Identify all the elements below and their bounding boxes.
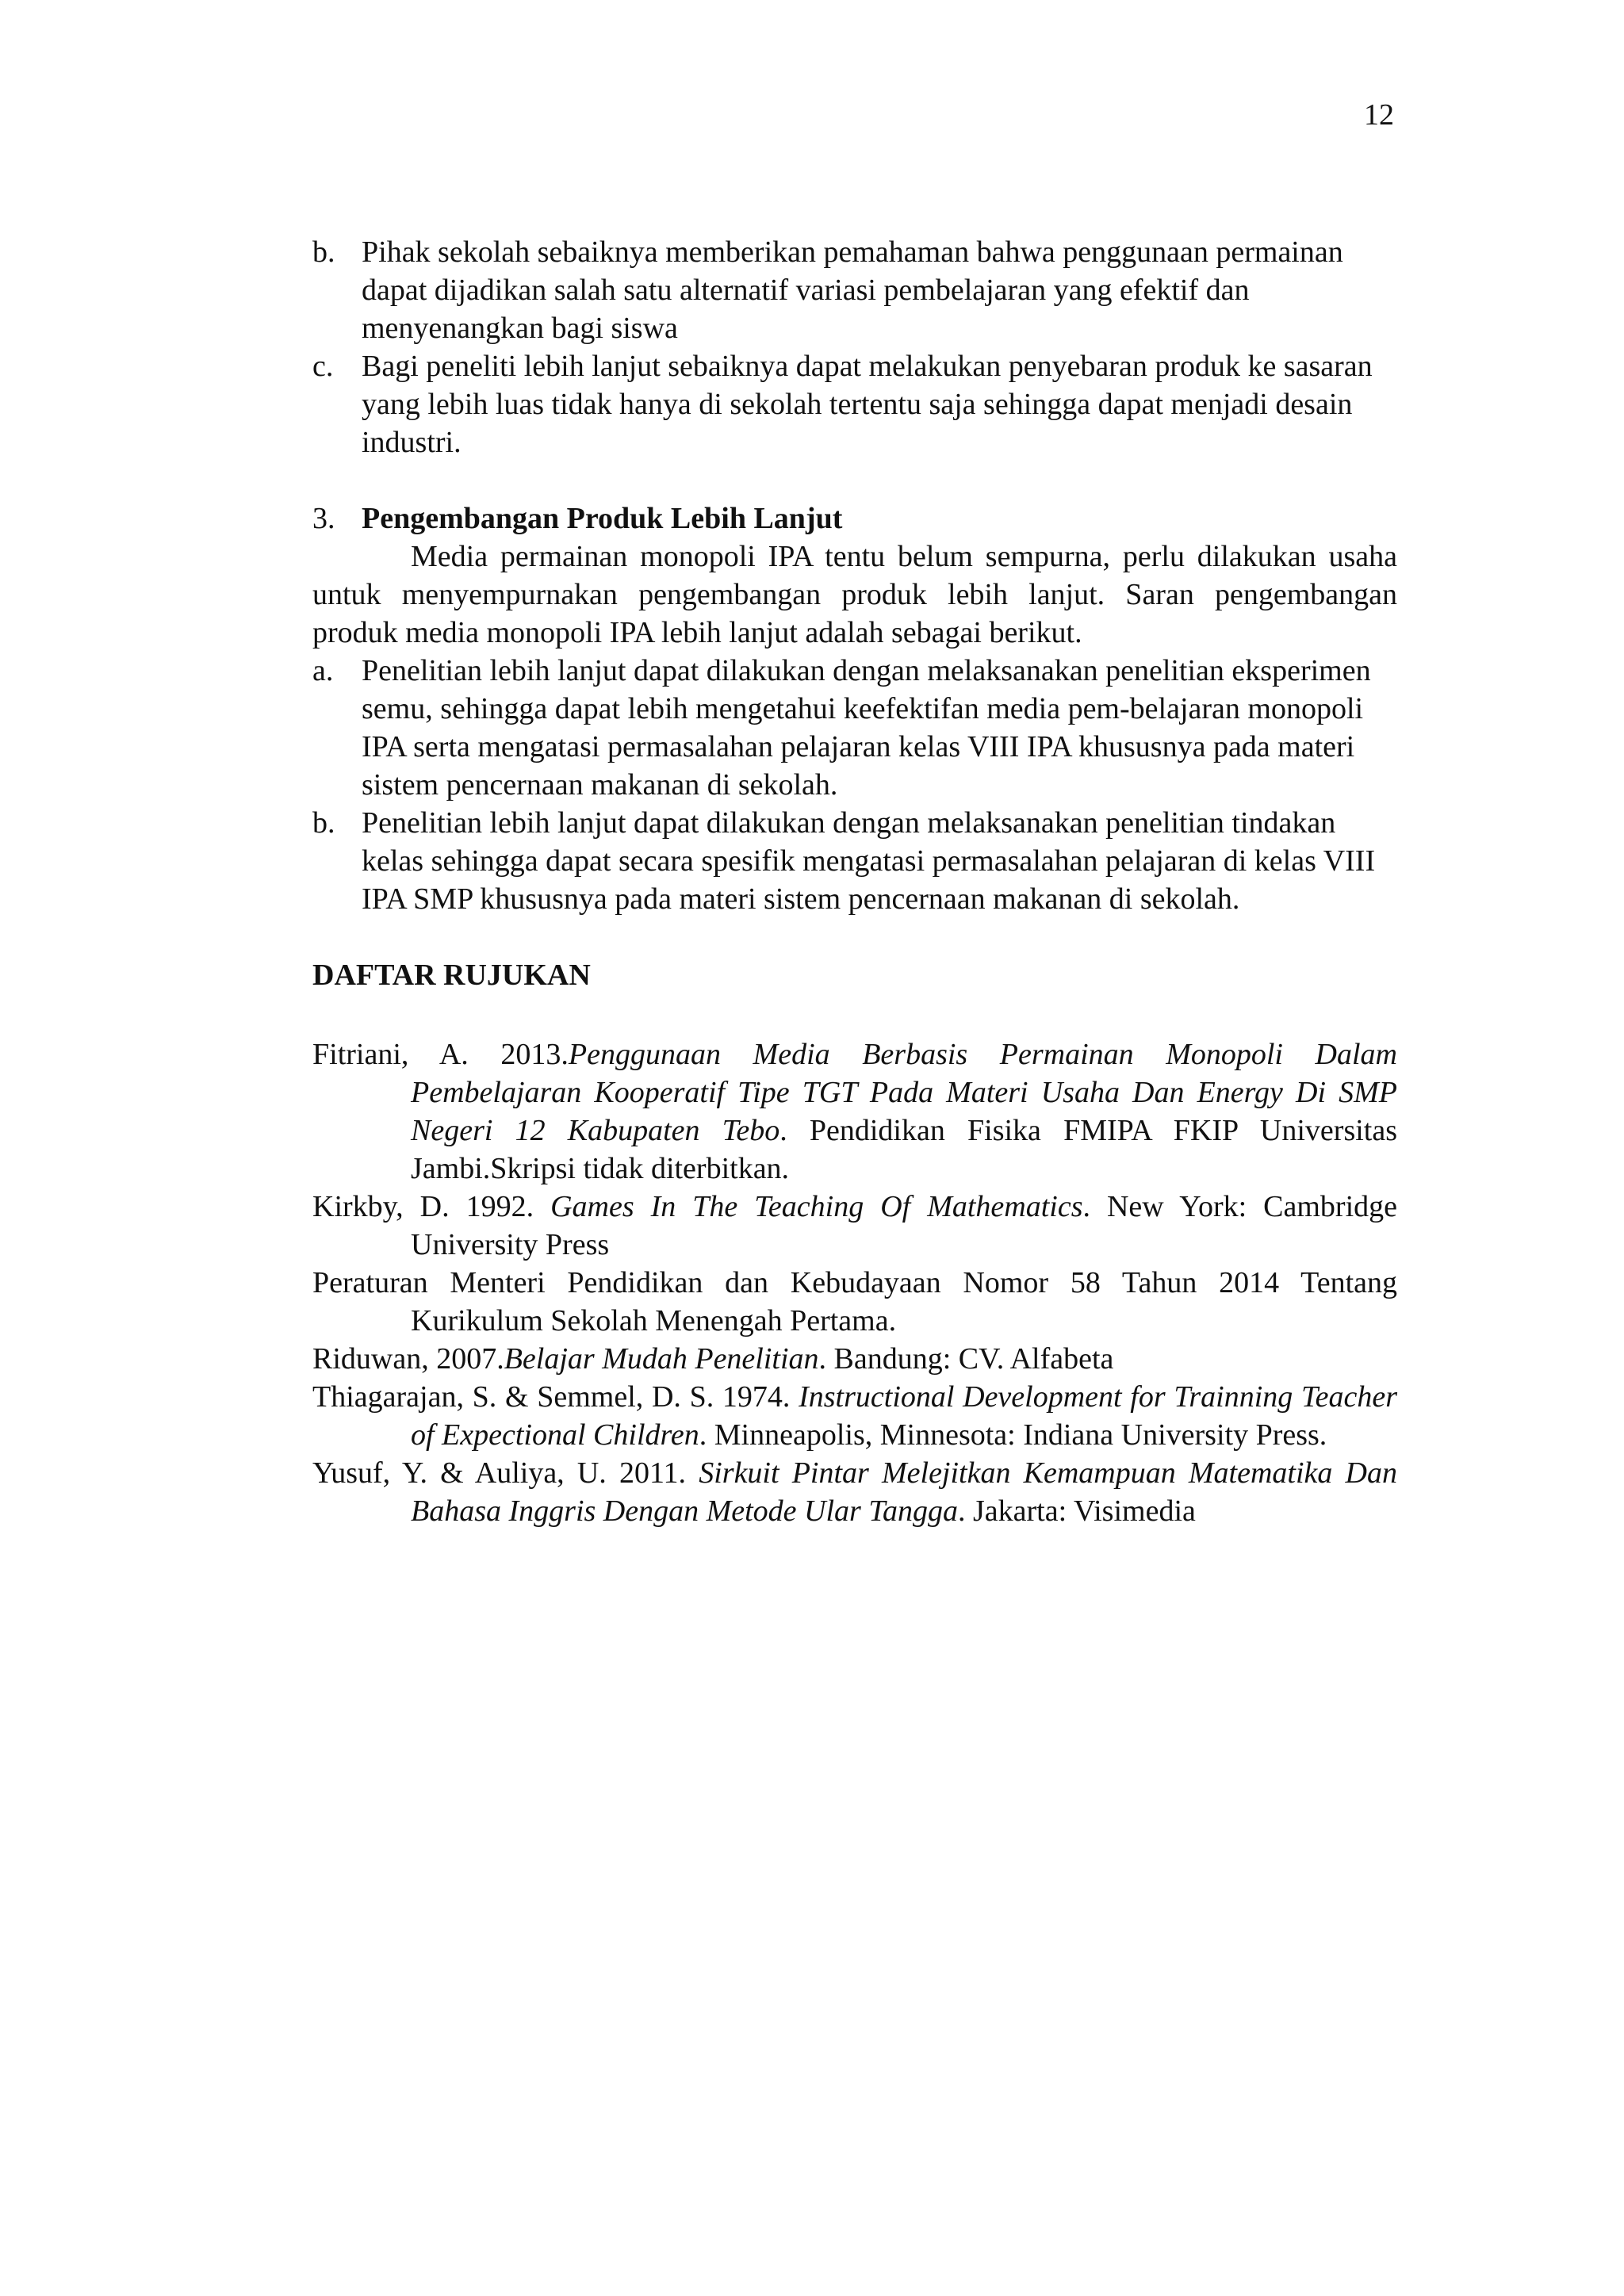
reference-entry xyxy=(312,1264,1397,1340)
section-title: Pengembangan Produk Lebih Lanjut xyxy=(362,502,843,535)
references-heading: DAFTAR RUJUKAN xyxy=(312,959,591,992)
reference-entry xyxy=(312,1378,1397,1454)
list-marker: b. xyxy=(312,235,335,269)
reference-tail: . Jakarta: Visimedia xyxy=(957,1494,1196,1528)
page-content xyxy=(312,233,1397,1530)
reference-entry xyxy=(312,1035,1397,1188)
reference-lead: Fitriani, A. 2013. xyxy=(312,1038,569,1071)
reference-lead: Riduwan, 2007. xyxy=(312,1342,504,1376)
reference-tail: . New York: Cambridge University Press xyxy=(411,1190,1397,1261)
reference-tail: . Bandung: CV. Alfabeta xyxy=(818,1342,1114,1376)
reference-title: Penggunaan Media Berbasis Permainan Monopoli Dalam Pembelajaran Kooperatif Tipe TGT Pada Materi Usaha Dan Energy Di SMP Negeri 12 Kabupaten Tebo xyxy=(411,1038,1398,1147)
reference-title: Games In The Teaching Of Mathematics xyxy=(550,1190,1083,1223)
list-marker: c. xyxy=(312,350,334,383)
section-heading xyxy=(312,499,1397,538)
reference-title: Instructional Development for Trainning Teacher of Expectional Children xyxy=(411,1380,1397,1452)
list-item-a xyxy=(312,652,1397,804)
reference-entry xyxy=(312,1454,1397,1530)
reference-tail: . Pendidikan Fisika FMIPA FKIP Universitas Jambi.Skripsi tidak diterbitkan. xyxy=(411,1114,1397,1185)
reference-lead: Yusuf, Y. & Auliya, U. 2011. xyxy=(312,1456,699,1490)
reference-entry xyxy=(312,1340,1397,1378)
reference-title: Belajar Mudah Penelitian xyxy=(504,1342,819,1376)
list-item-b xyxy=(312,233,1397,347)
list-item-b xyxy=(312,804,1397,918)
list-item-text: Penelitian lebih lanjut dapat dilakukan dengan melaksanakan penelitian eksperimen semu, sehingga dapat lebih mengetahui keefektifan media pem-belajaran monopoli IPA serta mengatasi permasalahan pelajaran kelas VIII IPA khususnya pada materi sistem pencernaan makanan di sekolah. xyxy=(362,654,1371,802)
section-number: 3. xyxy=(312,502,335,535)
reference-entry xyxy=(312,1188,1397,1264)
reference-lead: Kirkby, D. 1992. xyxy=(312,1190,551,1223)
reference-tail: . Minneapolis, Minnesota: Indiana University Press. xyxy=(699,1418,1327,1452)
list-item-text: Pihak sekolah sebaiknya memberikan pemahaman bahwa penggunaan permainan dapat dijadikan salah satu alternatif variasi pembelajaran yang efektif dan menyenangkan bagi siswa xyxy=(362,235,1343,345)
section-paragraph: Media permainan monopoli IPA tentu belum sempurna, perlu dilakukan usaha untuk menyempurnakan pengembangan produk lebih lanjut. Saran pengembangan produk media monopoli IPA lebih lanjut adalah sebagai berikut. xyxy=(312,540,1397,649)
reference-title: Sirkuit Pintar Melejitkan Kemampuan Matematika Dan Bahasa Inggris Dengan Metode Ular Tangga xyxy=(411,1456,1398,1528)
list-marker: b. xyxy=(312,806,335,840)
list-marker: a. xyxy=(312,654,334,687)
page-number: 12 xyxy=(1364,98,1394,132)
reference-lead: Peraturan Menteri Pendidikan dan Kebudayaan Nomor 58 Tahun 2014 Tentang Kurikulum Sekolah Menengah Pertama. xyxy=(312,1266,1397,1337)
list-item-c xyxy=(312,347,1397,461)
list-item-text: Bagi peneliti lebih lanjut sebaiknya dapat melakukan penyebaran produk ke sasaran yang lebih luas tidak hanya di sekolah tertentu saja sehingga dapat menjadi desain industri. xyxy=(362,350,1373,459)
list-item-text: Penelitian lebih lanjut dapat dilakukan dengan melaksanakan penelitian tindakan kelas sehingga dapat secara spesifik mengatasi permasalahan pelajaran di kelas VIII IPA SMP khususnya pada materi sistem pencernaan makanan di sekolah. xyxy=(362,806,1376,916)
reference-lead: Thiagarajan, S. & Semmel, D. S. 1974. xyxy=(312,1380,799,1414)
